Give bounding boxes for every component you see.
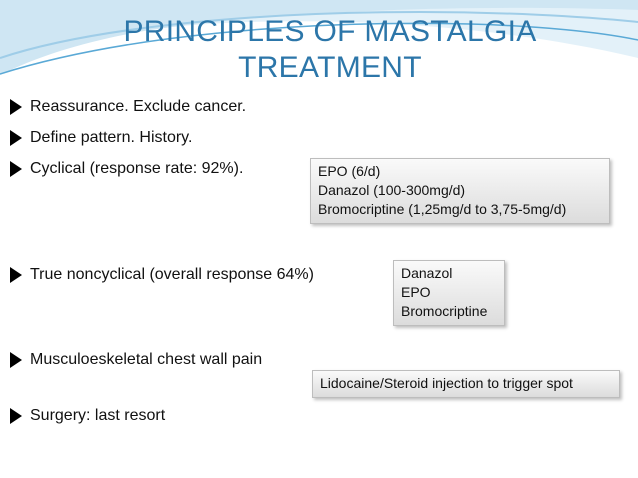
- bullet-item: [6, 266, 314, 284]
- noncyclical-treatment-box: [393, 260, 505, 326]
- cyclical-treatment-box: [310, 158, 610, 224]
- bullet-arrow-icon: [10, 161, 22, 177]
- bullet-arrow-icon: [10, 352, 22, 368]
- bullet-text: Musculoeskeletal chest wall pain: [30, 351, 263, 368]
- title-line-1: PRINCIPLES OF MASTALGIA: [123, 15, 537, 48]
- box-line: Lidocaine/Steroid injection to trigger spot: [320, 375, 573, 391]
- bullet-text: Surgery: last resort: [30, 407, 166, 424]
- bullet-arrow-icon: [10, 267, 22, 283]
- title-line-2: TREATMENT: [238, 51, 422, 84]
- bullet-text: Define pattern. History.: [30, 129, 193, 146]
- box-line: EPO: [401, 284, 431, 300]
- bullet-text: True noncyclical (overall response 64%): [30, 266, 314, 283]
- box-line: Danazol: [401, 265, 453, 281]
- box-line: EPO (6/d): [318, 163, 381, 179]
- bullet-item: [6, 407, 165, 425]
- bullet-arrow-icon: [10, 130, 22, 146]
- musculoskeletal-treatment-box: [312, 370, 620, 398]
- bullet-item: [6, 129, 192, 147]
- bullet-item: [6, 98, 246, 116]
- bullet-arrow-icon: [10, 408, 22, 424]
- box-line: Bromocriptine (1,25mg/d to 3,75-5mg/d): [318, 201, 567, 217]
- box-line: Danazol (100-300mg/d): [318, 182, 466, 198]
- bullet-text: Cyclical (response rate: 92%).: [30, 160, 244, 177]
- bullet-text: Reassurance. Exclude cancer.: [30, 98, 247, 115]
- bullet-item: [6, 160, 243, 178]
- box-line: Bromocriptine: [401, 303, 488, 319]
- slide-title: [60, 14, 600, 86]
- bullet-item: [6, 351, 262, 369]
- bullet-arrow-icon: [10, 99, 22, 115]
